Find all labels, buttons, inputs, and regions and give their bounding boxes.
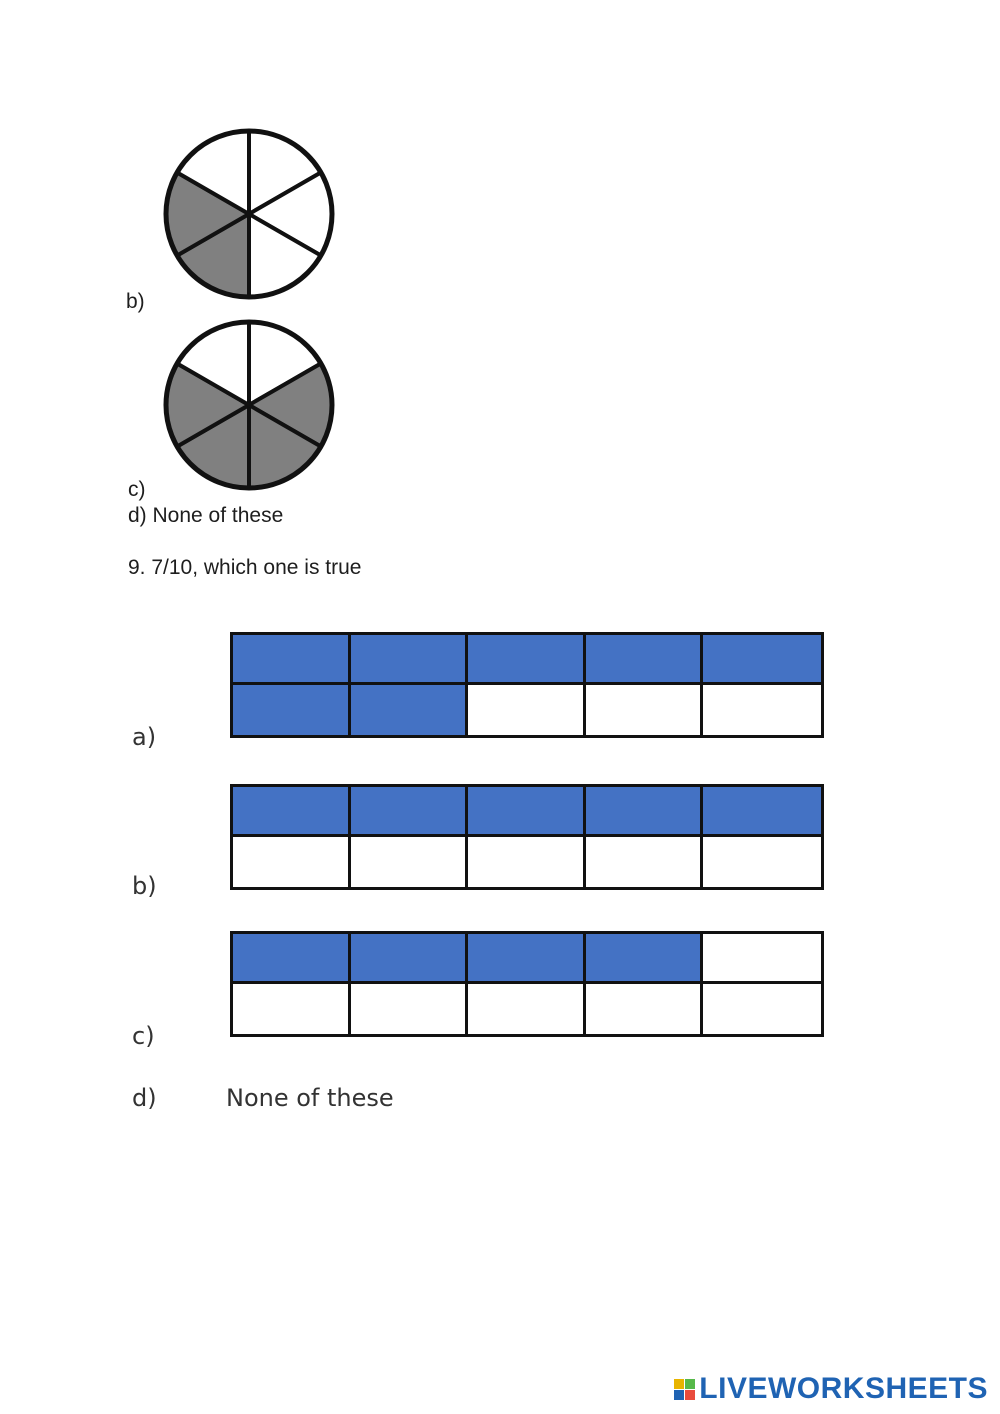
logo-text: LIVEWORKSHEETS (699, 1372, 988, 1405)
bar-cell-shaded (586, 635, 704, 685)
q9-question: 9. 7/10, which one is true (128, 556, 362, 579)
q8-option-d[interactable]: d) None of these (128, 504, 284, 527)
q9-option-d-label[interactable]: d) (132, 1084, 157, 1112)
bar-cell-shaded (468, 635, 586, 685)
q8-option-b-label[interactable]: b) (126, 290, 145, 313)
bar-cell (703, 934, 821, 984)
bar-cell (351, 984, 469, 1034)
bar-model-option-b (230, 784, 824, 890)
liveworksheets-logo[interactable] (674, 1372, 988, 1406)
bar-cell (233, 837, 351, 887)
bar-cell-shaded (468, 787, 586, 837)
bar-cell-shaded (586, 934, 704, 984)
bar-model-option-c (230, 931, 824, 1037)
bar-cell-shaded (703, 787, 821, 837)
bar-cell (586, 837, 704, 887)
bar-cell-shaded (351, 685, 469, 735)
bar-cell (703, 837, 821, 887)
bar-cell-shaded (351, 635, 469, 685)
bar-cell-shaded (351, 934, 469, 984)
bar-cell-shaded (233, 934, 351, 984)
bar-cell (468, 685, 586, 735)
bar-cell (586, 984, 704, 1034)
bar-cell-shaded (233, 635, 351, 685)
bar-cell-shaded (468, 934, 586, 984)
bar-cell (703, 685, 821, 735)
bar-cell-shaded (586, 787, 704, 837)
bar-cell (351, 837, 469, 887)
q9-option-b-label[interactable]: b) (132, 872, 157, 900)
bar-cell (468, 984, 586, 1034)
q9-option-c-label[interactable]: c) (132, 1022, 155, 1050)
pie-option-b (163, 128, 335, 300)
bar-cell-shaded (233, 787, 351, 837)
bar-cell (703, 984, 821, 1034)
q9-option-d-text[interactable]: None of these (226, 1084, 394, 1112)
q8-option-c-label[interactable]: c) (128, 478, 146, 501)
bar-cell (586, 685, 704, 735)
bar-cell (468, 837, 586, 887)
bar-cell-shaded (351, 787, 469, 837)
bar-cell (233, 984, 351, 1034)
bar-cell-shaded (233, 685, 351, 735)
bar-model-option-a (230, 632, 824, 738)
bar-cell-shaded (703, 635, 821, 685)
pie-option-c (163, 319, 335, 491)
liveworksheets-logo-icon (674, 1379, 695, 1400)
q9-option-a-label[interactable]: a) (132, 723, 157, 751)
